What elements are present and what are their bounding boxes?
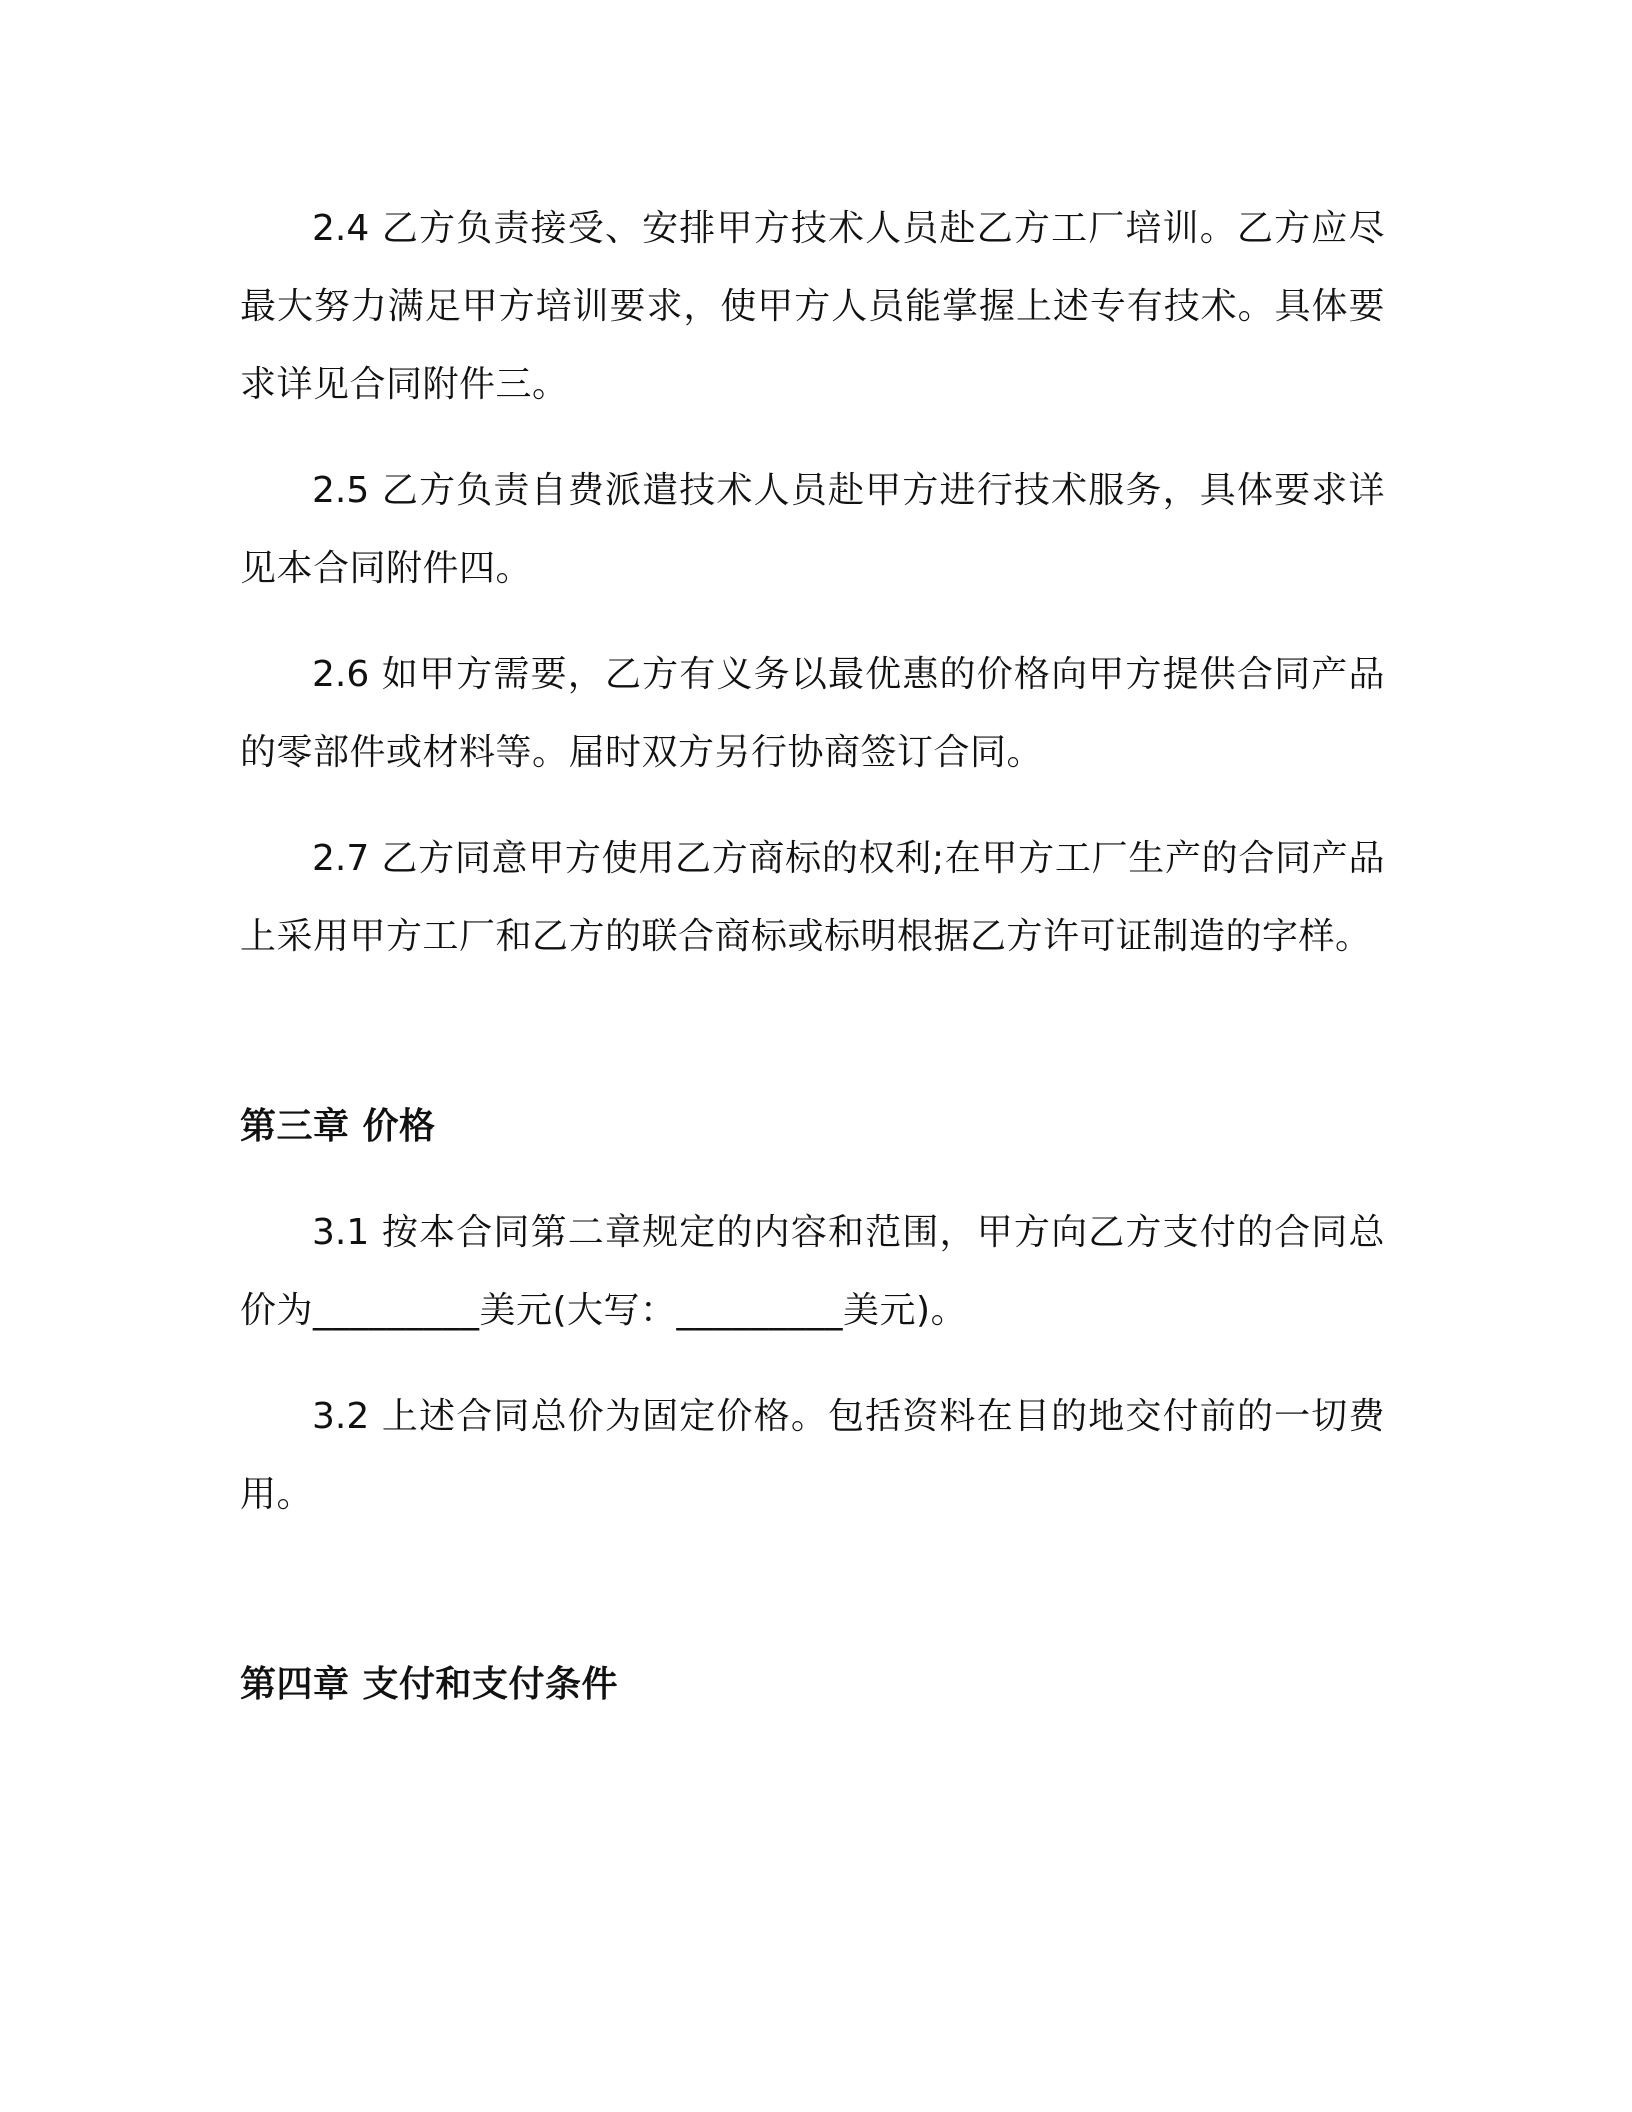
clause-number: 2.5 [312, 470, 370, 511]
clause-number: 3.2 [312, 1396, 370, 1437]
clause-2-4 [240, 190, 1385, 424]
clause-3-2 [240, 1378, 1385, 1534]
clause-text: 按本合同第二章规定的内容和范围，甲方向乙方支付的合同总价为_________美元(大写：_________美元)。 [240, 1212, 1385, 1331]
clause-number: 2.6 [312, 654, 370, 695]
clause-text: 乙方负责自费派遣技术人员赴甲方进行技术服务，具体要求详见本合同附件四。 [240, 470, 1385, 589]
clause-2-5 [240, 452, 1385, 608]
chapter-4-heading: 第四章 支付和支付条件 [240, 1664, 619, 1705]
clause-text: 上述合同总价为固定价格。包括资料在目的地交付前的一切费用。 [240, 1396, 1385, 1515]
chapter-3-heading: 第三章 价格 [240, 1106, 436, 1147]
clause-number: 3.1 [312, 1212, 370, 1253]
clause-text: 乙方同意甲方使用乙方商标的权利;在甲方工厂生产的合同产品上采用甲方工厂和乙方的联合商标或标明根据乙方许可证制造的字样。 [240, 838, 1385, 957]
clause-3-1 [240, 1194, 1385, 1350]
clause-2-7 [240, 820, 1385, 976]
clause-2-6 [240, 636, 1385, 792]
clause-text: 乙方负责接受、安排甲方技术人员赴乙方工厂培训。乙方应尽最大努力满足甲方培训要求，使甲方人员能掌握上述专有技术。具体要求详见合同附件三。 [240, 208, 1385, 405]
clause-number: 2.4 [312, 208, 370, 249]
clause-number: 2.7 [312, 838, 370, 879]
clause-text: 如甲方需要，乙方有义务以最优惠的价格向甲方提供合同产品的零部件或材料等。届时双方另行协商签订合同。 [240, 654, 1385, 773]
document-body [240, 190, 1385, 1724]
